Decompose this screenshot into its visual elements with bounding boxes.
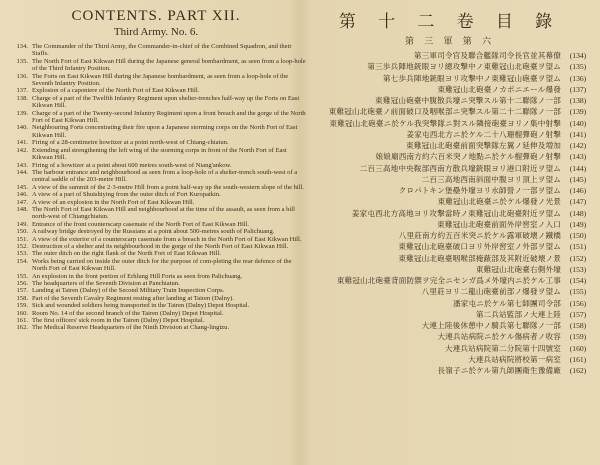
entry-number: 145. (16, 183, 28, 191)
contents-entry (305, 354, 595, 365)
entry-text: 東雞冠山北砲臺咽喉部掩蔽部及其附近破壊ノ景 (398, 253, 561, 263)
japanese-entry-list (305, 50, 595, 376)
contents-entry (6, 95, 306, 110)
entry-number: (140) (569, 118, 587, 128)
entry-number: (152) (569, 253, 587, 263)
entry-text: Extending and strengthening the left wing of the storming corps in front of the North Fort of East Kikwan Hill. (32, 146, 287, 162)
entry-number: (147) (569, 197, 587, 207)
entry-number: 142. (16, 146, 28, 154)
entry-text: The Medical Reserve Headquarters of the Ninth Division at Chang-lingtzu. (32, 324, 230, 332)
contents-entry (305, 309, 595, 320)
entry-number: (153) (569, 264, 587, 274)
entry-text: The first officers' sick room in the Tairen (Dalny) Depot Hospital. (32, 317, 205, 325)
entry-text: 東雞冠山砲臺中腹散兵壕ニ突撃スル第十二聯隊ノ一部 (375, 96, 561, 105)
entry-number: 146. (16, 191, 28, 199)
entry-text: Destruction of a shelter and its neighbourhood in the gorge of the North Fort of East Kikwan Hill. (32, 242, 289, 250)
contents-entry (6, 43, 306, 58)
entry-number: (160) (569, 343, 587, 353)
entry-number: 140. (16, 124, 28, 132)
contents-entry (6, 110, 306, 125)
entry-text: The Forts on East Kikwan Hill during the Japanese bombardment, as seen from a loop-hole of the Seventh Infantry Position. (32, 72, 289, 88)
entry-text: Neighbouring Forts concentrating their fire upon a Japanese storming corps on the North Fort of East Kikwan Hill. (32, 124, 298, 139)
contents-entry (6, 236, 306, 243)
entry-text: The Commander of the Third Army, the Commander-in-chief of the Combined Squadron, and their Staffs. (32, 43, 292, 58)
contents-entry (6, 124, 306, 139)
entry-number: 149. (16, 220, 28, 228)
entry-text: Part of the Seventh Cavalry Regiment resting after landing at Tairen (Dalny). (32, 294, 234, 302)
entry-text: An explosion in the front portion of Erhlung Hill Forts as seen from Palichuang. (32, 272, 243, 280)
entry-number: 158. (16, 294, 28, 302)
contents-title: CONTENTS. PART XII. (71, 8, 241, 24)
entry-text: Explosion of a caponiere of the North Fort of East Kikwan Hill. (32, 87, 200, 95)
entry-number: 160. (16, 309, 28, 317)
entry-text: 長嶺子ニ於ケル第九師團衛生豫備廠 (437, 366, 561, 375)
contents-entry (305, 129, 595, 140)
entry-text: 大連上陸後休憩中ノ騎兵第七聯隊ノ一部 (421, 321, 561, 330)
entry-text: Charge of a part of the Twenty-second Infantry Regiment upon a front breach and the gorge of the North Fort of East Kikwan Hill. (32, 109, 306, 125)
entry-text: 二百三高地中央鞍部西南方散兵壕銃眼ヨリ港口附近ヲ望ム (359, 163, 561, 173)
entry-text: クロパトキン堡壘外壕ヨリ水師營ノ一部ヲ望ム (398, 186, 561, 195)
contents-entry (305, 253, 595, 264)
contents-entry (6, 87, 306, 94)
contents-entry (6, 191, 306, 198)
contents-entry (305, 95, 595, 106)
entry-text: Sick and wounded soldiers being transported in the Tairen (Dalny) Depot Hospital. (32, 302, 250, 310)
entry-number: 148. (16, 205, 28, 213)
entry-number: 147. (16, 198, 28, 206)
contents-entry (6, 73, 306, 88)
entry-text: A view of the exterior of a counterscarp casemate from a breach in the North Fort of East Kikwan Hill. (32, 235, 302, 243)
contents-entry (6, 139, 306, 146)
entry-number: 150. (16, 228, 28, 236)
entry-text: A railway bridge destroyed by the Russians at a point about 500-metres south of Palichuang. (32, 228, 275, 236)
contents-entry (305, 275, 595, 286)
entry-number: (144) (569, 163, 587, 173)
entry-number: 161. (16, 317, 28, 325)
contents-entry (305, 343, 595, 354)
contents-entry (6, 295, 306, 302)
entry-text: 大連兵站病院第二分院第十四號室 (444, 343, 561, 353)
entry-text: The North Fort of East Kikwan Hill during the Japanese general bombardment, as seen from a loop-hole of the Third Infantry Position. (32, 57, 306, 73)
entry-text: 第二兵站監部ノ大連上陸 (475, 309, 561, 319)
contents-entry (6, 169, 306, 184)
contents-entry (6, 258, 306, 273)
contents-entry (305, 241, 595, 252)
contents-entry (6, 243, 306, 250)
entry-text: 第七歩兵陣地銃眼ヨリ攻撃中ノ東雞冠山砲臺ヲ望ム (382, 73, 561, 83)
entry-text: 東雞冠山北砲臺破口ヨリ外岸窖室ノ外部ヲ望ム (398, 242, 561, 252)
entry-text: A view of the summit of the 2·3-metre Hill from a point half-way up the south-western slope of the hill. (32, 183, 304, 191)
contents-entry (305, 264, 595, 275)
contents-subtitle: Third Army. No. 6. (113, 26, 199, 38)
entry-text: 娘娘廟西南方約六百米突ノ地點ニ於ケル榴彈砲ノ射撃 (375, 152, 561, 162)
entry-number: (151) (569, 242, 587, 252)
contents-entry (305, 163, 595, 174)
entry-number: (146) (569, 186, 587, 195)
entry-text: 潘家屯ニ於ケル第七師團司令部 (452, 298, 561, 308)
entry-number: (148) (569, 208, 587, 218)
contents-entry (6, 147, 306, 162)
entry-number: (141) (569, 129, 587, 139)
entry-number: 162. (16, 324, 28, 332)
contents-entry (6, 302, 306, 309)
entry-number: (162) (569, 366, 587, 375)
entry-number: (142) (569, 141, 587, 150)
contents-entry (6, 221, 306, 228)
entry-number: (138) (569, 96, 587, 105)
entry-number: (156) (569, 298, 587, 308)
contents-entry (305, 118, 595, 129)
entry-text: 東雞冠山北砲臺背面防禦ヲ完全ニセンガ爲メ外壕内ニ於ケル工事 (336, 276, 561, 285)
entry-text: Room No. 14 of the second branch of the Tairen (Dalny) Depot Hospital. (32, 309, 224, 317)
entry-text: 東雞冠山北砲臺ニ於ケル爆發ノ光景 (437, 197, 561, 207)
contents-entry (305, 196, 595, 207)
entry-number: (155) (569, 287, 587, 297)
entry-text: Landing at Tairen (Dalny) of the Second Military Train Inspection Corps. (32, 287, 225, 295)
contents-entry (305, 50, 595, 61)
entry-number: 154. (16, 257, 28, 265)
entry-text: Charge of a part of the Twelfth Infantry Regiment upon shelter-trenches half-way up the Forts on East Kikwan Hill. (32, 94, 300, 110)
entry-number: 157. (16, 287, 28, 295)
entry-number: (139) (569, 107, 587, 117)
contents-entry (6, 250, 306, 257)
entry-number: (143) (569, 152, 587, 162)
english-entry-list (6, 43, 306, 332)
contents-entry (6, 324, 306, 331)
entry-text: 東雞冠山北砲臺ニ於ケル我突撃隊ニ對スル隣接砲臺ヨリノ集中射撃 (329, 118, 561, 128)
entry-text: 第三軍司令官及聯合艦隊司令長官並其幕僚 (413, 51, 561, 60)
entry-text: The headquarters of the Seventh Division at Panchiatun. (32, 280, 180, 287)
contents-entry (305, 320, 595, 331)
entry-text: Firing of a howitzer at a point about 600 metres south-west of Niang'ankow. (32, 161, 232, 169)
entry-number: (157) (569, 309, 587, 319)
entry-number: 152. (16, 242, 28, 250)
entry-number: 143. (16, 161, 28, 169)
entry-number: (154) (569, 276, 587, 285)
entry-text: 八里莊ヨリ二龍山砲臺前部ノ爆發ヲ望ム (421, 287, 561, 297)
contents-entry (305, 230, 595, 241)
japanese-title: 第 十 二 卷 目 錄 (338, 12, 562, 31)
entry-number: (159) (569, 332, 587, 342)
entry-text: 第三歩兵陣地銃眼ヨリ總攻撃中ノ東雞冠山北砲臺ヲ望ム (367, 62, 561, 72)
entry-text: Works being carried on inside the outer ditch for the purpose of com-pleting the rear defence of the North Fort of East Kikwan Hill. (32, 257, 292, 273)
contents-entry (305, 106, 595, 117)
entry-text: 二百三高地西南斜面中腹ヨリ頂上ヲ望ム (421, 174, 561, 184)
entry-text: 大連兵站病院ニ於ケル傷病者ノ收容 (437, 332, 561, 342)
contents-entry (305, 140, 595, 151)
entry-text: Firing of a 28-centimetre howitzer at a point north-west of Chiang-chiatun. (32, 139, 229, 147)
entry-number: (145) (569, 174, 587, 184)
entry-number: 155. (16, 272, 28, 280)
entry-number: 139. (16, 109, 28, 117)
entry-text: 八里莊南方約五百米突ニ於ケル露軍破壊ノ鐵橋 (398, 231, 561, 240)
contents-entry (305, 73, 595, 84)
entry-number: (135) (569, 62, 587, 72)
entry-text: The outer ditch on the right flank of the North Fort of East Kikwan Hill. (32, 250, 221, 258)
entry-number: 136. (16, 72, 28, 80)
contents-entry (6, 228, 306, 235)
entry-text: 東雞冠山北砲臺前面突撃隊左翼ノ延伸及増加 (406, 141, 561, 150)
entry-text: 大連兵站病院將校第一病室 (468, 354, 561, 364)
entry-number: (149) (569, 219, 587, 229)
english-contents-page (6, 4, 306, 462)
entry-number: 137. (16, 87, 28, 95)
entry-number: 134. (16, 43, 28, 50)
contents-entry (305, 84, 595, 95)
contents-entry (6, 199, 306, 206)
contents-entry (6, 280, 306, 287)
contents-entry (305, 174, 595, 185)
entry-number: 141. (16, 139, 28, 147)
japanese-subtitle: 第 三 軍 第 六 (404, 36, 495, 46)
contents-entry (6, 287, 306, 294)
entry-text: A view of an explosion in the North Fort of East Kikwan Hill. (32, 198, 195, 206)
contents-entry (6, 206, 306, 221)
entry-number: 135. (16, 57, 28, 65)
contents-entry (305, 61, 595, 72)
contents-entry (305, 208, 595, 219)
contents-entry (305, 365, 595, 376)
contents-entry (6, 162, 306, 169)
entry-text: 東雞冠山北砲臺ノカポニエール爆發 (437, 84, 561, 94)
entry-text: 東雞冠山北砲臺前面外岸窖室ノ入口 (437, 219, 561, 229)
contents-entry (305, 219, 595, 230)
contents-entry (305, 298, 595, 309)
entry-text: A view of a part of Shuishiying from the outer ditch of Fort Kuropatkin. (32, 191, 221, 199)
contents-entry (6, 184, 306, 191)
contents-entry (6, 58, 306, 73)
contents-entry (305, 286, 595, 297)
entry-number: 138. (16, 94, 28, 102)
contents-entry (305, 331, 595, 342)
entry-number: (136) (569, 73, 587, 83)
entry-number: 151. (16, 235, 28, 243)
japanese-contents-page (305, 4, 595, 462)
entry-number: (137) (569, 84, 587, 94)
entry-text: 姜家屯西北方高地ヨリ攻撃當時ノ東雞冠山北砲臺附近ヲ望ム (351, 208, 561, 218)
entry-number: (134) (569, 51, 587, 60)
entry-number: 153. (16, 250, 28, 258)
contents-entry (305, 151, 595, 162)
entry-text: 東雞冠山北砲臺右側外壕 (475, 264, 561, 274)
entry-text: 東雞冠山北砲臺ノ前面破口及咽喉部ニ突撃スル第二十二聯隊ノ一部 (328, 107, 561, 117)
entry-text: 姜家屯西北方ニ於ケル二十八珊榴彈砲ノ射撃 (406, 129, 561, 139)
contents-entry (6, 317, 306, 324)
entry-text: Entrance of the front counterscarp casemate of the North Fort of East Kikwan Hill. (32, 220, 250, 228)
entry-number: 156. (16, 280, 28, 287)
contents-entry (6, 310, 306, 317)
entry-number: 144. (16, 168, 28, 176)
entry-number: 159. (16, 302, 28, 310)
contents-entry (6, 273, 306, 280)
entry-number: (150) (569, 231, 587, 240)
entry-number: (161) (569, 354, 587, 364)
entry-number: (158) (569, 321, 587, 330)
entry-text: The harbour entrance and neighbourhood as seen from a loop-hole of a shelter-trench south-west of a central saddle of the 203-metre Hill. (32, 168, 298, 184)
contents-entry (305, 185, 595, 196)
entry-text: The North Fort of East Kikwan Hill and neighbourhood at the time of the assault, as seen from a hill north-west of Chiangchiatun. (32, 205, 295, 221)
